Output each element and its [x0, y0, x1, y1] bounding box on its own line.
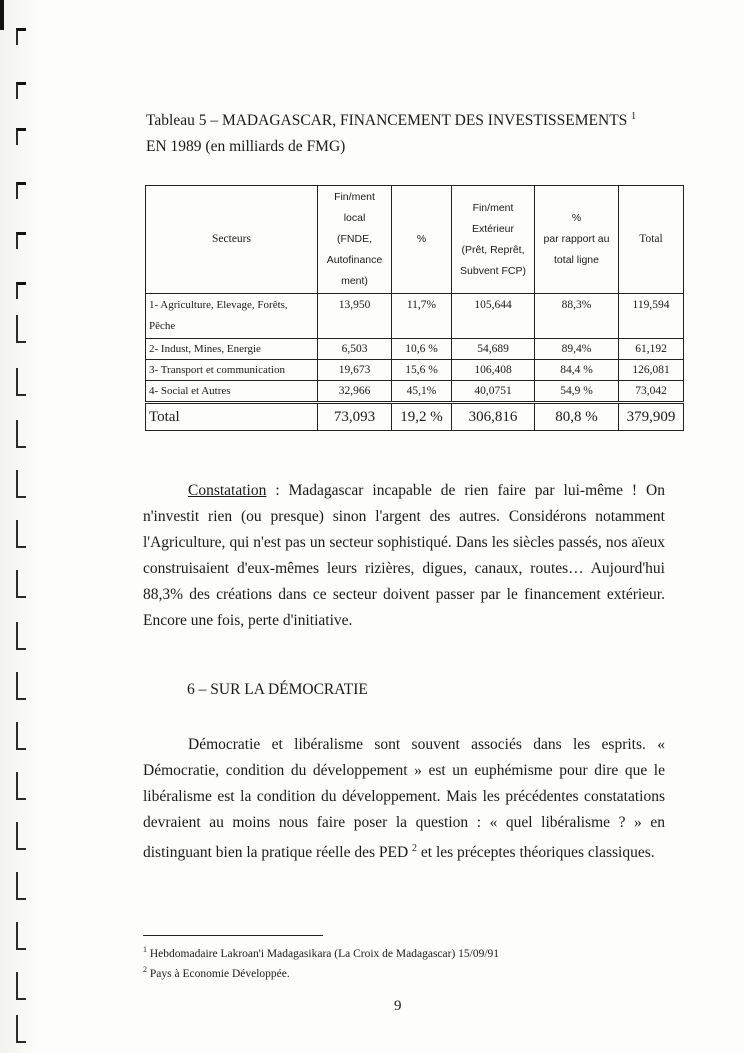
row-total: 126,081	[619, 360, 684, 381]
row-total: 119,594	[619, 294, 684, 339]
total-external: 306,816	[452, 403, 535, 431]
row-pct-external: 88,3%	[535, 294, 619, 339]
footnote-ref-2[interactable]: 2	[412, 843, 418, 854]
table-title	[146, 104, 666, 160]
row-pct-external: 54,9 %	[535, 381, 619, 403]
row-local: 13,950	[318, 294, 392, 339]
binder-mark	[16, 622, 26, 650]
binder-mark	[16, 722, 26, 750]
total-pct-external: 80,8 %	[535, 403, 619, 431]
header-total: Total	[619, 186, 684, 294]
row-total: 73,042	[619, 381, 684, 403]
binder-mark	[16, 1015, 26, 1043]
table-header-row	[146, 186, 684, 294]
binder-mark	[16, 28, 26, 45]
row-pct-local: 15,6 %	[392, 360, 452, 381]
binder-mark	[16, 82, 26, 99]
binder-mark	[16, 232, 26, 249]
financing-table	[145, 185, 684, 431]
binder-mark	[16, 872, 26, 900]
democracy-paragraph	[143, 732, 665, 866]
total-pct-local: 19,2 %	[392, 403, 452, 431]
table-row	[146, 339, 684, 360]
constatation-text: : Madagascar incapable de rien faire par lui-même ! On n'investit rien (ou presque) sinon l'argent des autres. Considérons notamment l'Agriculture, qui n'est pas un secteur sophistiqué. Dans les siècles passés, nos aïeux construisaient d'eux-mêmes leurs rizières, digues, canaux, routes… Aujourd'hui 88,3% des créations dans ce secteur doivent passer par le financement extérieur. Encore une fois, perte d'initiative.	[143, 482, 665, 629]
binder-mark	[16, 772, 26, 800]
footnote-1: $^1$ Hebdomadaire Lakroan'i Madagasikara (La Croix de Madagascar) 15/09/91	[143, 945, 500, 960]
row-local: 6,503	[318, 339, 392, 360]
binder-mark	[16, 182, 26, 199]
constatation-paragraph	[143, 478, 665, 634]
section-heading: 6 – SUR LA DÉMOCRATIE	[187, 681, 368, 698]
binder-mark	[16, 420, 26, 448]
header-pct-external: % par rapport au total ligne	[535, 186, 619, 294]
total-label: Total	[146, 403, 318, 431]
row-pct-local: 45,1%	[392, 381, 452, 403]
binder-mark	[16, 672, 26, 700]
binder-mark	[16, 470, 26, 498]
row-sector: 2- Indust, Mines, Energie	[146, 339, 318, 360]
row-pct-local: 11,7%	[392, 294, 452, 339]
binder-mark	[16, 972, 26, 1000]
binder-mark	[16, 315, 26, 343]
binder-mark	[16, 922, 26, 950]
democracy-text: Démocratie et libéralisme sont souvent associés dans les esprits. « Démocratie, condition du développement » est un euphémisme pour dire que le libéralisme est la condition du développement. Mais les précédentes constatations devraient au moins nous faire poser la question : « quel libéralisme ? » en distinguant bien la pratique réelle des PED	[143, 736, 665, 862]
header-external: Fin/ment Extérieur (Prêt, Reprêt, Subvent FCP)	[452, 186, 535, 294]
row-sector: 4- Social et Autres	[146, 381, 318, 403]
footnote-rule	[143, 935, 323, 936]
table-total-row	[146, 403, 684, 431]
binder-mark	[16, 128, 26, 145]
binder-mark	[16, 282, 26, 299]
total-total: 379,909	[619, 403, 684, 431]
row-pct-local: 10,6 %	[392, 339, 452, 360]
row-sector: 1- Agriculture, Elevage, Forêts, Pêche	[146, 294, 318, 339]
row-external: 54,689	[452, 339, 535, 360]
row-external: 106,408	[452, 360, 535, 381]
row-local: 19,673	[318, 360, 392, 381]
binder-edge	[0, 0, 4, 30]
row-total: 61,192	[619, 339, 684, 360]
row-sector: 3- Transport et communication	[146, 360, 318, 381]
header-pct-local: %	[392, 186, 452, 294]
binder-mark	[16, 520, 26, 548]
binder-margin	[0, 0, 40, 1053]
row-external: 105,644	[452, 294, 535, 339]
page-number: 9	[394, 998, 402, 1014]
footnote-ref-1[interactable]: 1	[631, 111, 637, 122]
binder-mark	[16, 368, 26, 396]
title-line-1: Tableau 5 – MADAGASCAR, FINANCEMENT DES INVESTISSEMENTS	[146, 112, 628, 130]
header-sectors: Secteurs	[146, 186, 318, 294]
binder-mark	[16, 822, 26, 850]
row-external: 40,0751	[452, 381, 535, 403]
row-pct-external: 84,4 %	[535, 360, 619, 381]
binder-mark	[16, 570, 26, 598]
table-row	[146, 360, 684, 381]
header-local: Fin/ment local (FNDE, Autofinance ment)	[318, 186, 392, 294]
footnote-2: $^2$ Pays à Economie Développée.	[143, 964, 290, 980]
row-local: 32,966	[318, 381, 392, 403]
constatation-label: Constatation	[188, 482, 267, 499]
table-row	[146, 294, 684, 339]
total-local: 73,093	[318, 403, 392, 431]
title-line-2: EN 1989 (en milliards de FMG)	[146, 138, 346, 156]
democracy-text-end: et les préceptes théoriques classiques.	[417, 844, 655, 862]
footnotes	[143, 942, 499, 982]
table-row	[146, 381, 684, 403]
row-pct-external: 89,4%	[535, 339, 619, 360]
